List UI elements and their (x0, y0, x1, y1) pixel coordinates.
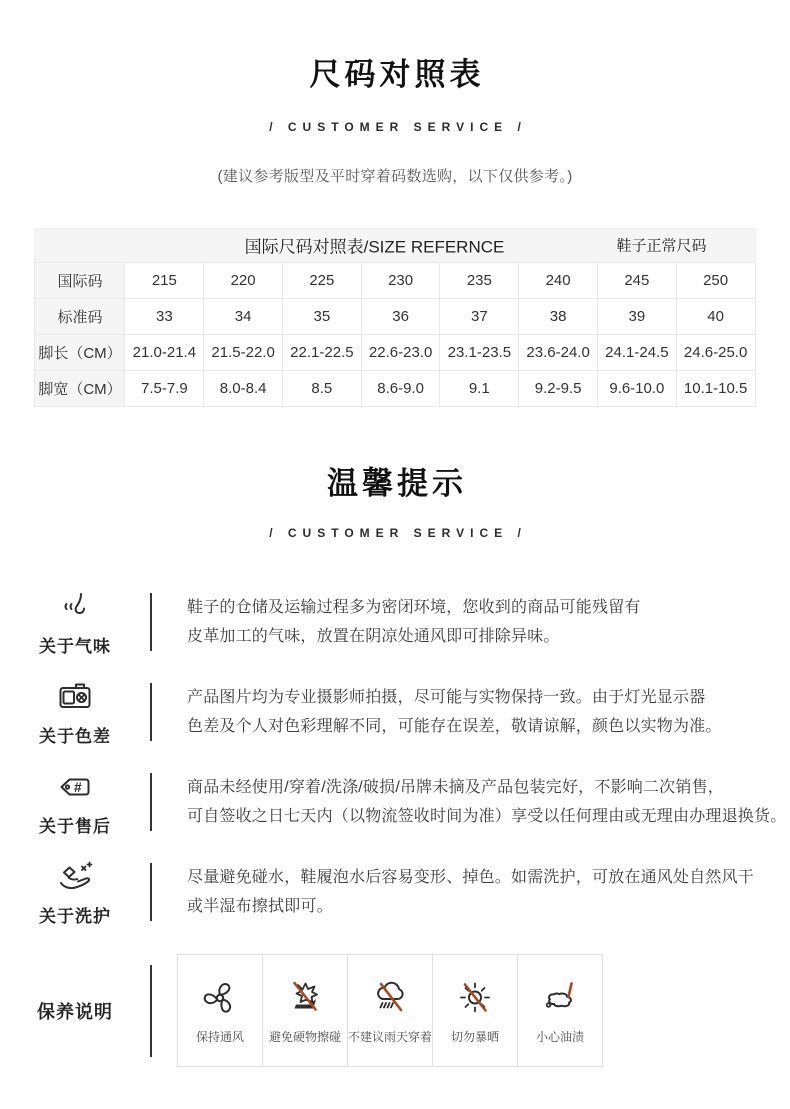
care-items (178, 954, 603, 1067)
care-item-label: 小心油渍 (535, 1029, 584, 1044)
oil-stain-icon (540, 977, 580, 1017)
row-label: 国际码 (35, 262, 125, 298)
divider (150, 683, 152, 741)
care-item-no-hard-objects (262, 954, 348, 1067)
size-table-header-main: 国际尺码对照表/SIZE REFERNCE (244, 237, 505, 257)
care-item-label: 切勿暴晒 (450, 1029, 499, 1044)
tips-section-subtitle: / CUSTOMER SERVICE / (269, 526, 527, 541)
row-label: 脚宽（CM） (35, 370, 125, 406)
size-table-header-cell (35, 228, 755, 262)
table-row-foot-width (35, 370, 755, 406)
table-row-standard-code (35, 298, 755, 334)
table-cell: 36 (361, 298, 440, 334)
table-cell: 35 (282, 298, 361, 334)
table-cell: 230 (361, 262, 440, 298)
size-section-subtitle: / CUSTOMER SERVICE / (269, 119, 527, 134)
table-cell: 8.6-9.0 (361, 370, 440, 406)
care-item-no-rain (347, 954, 433, 1067)
tip-row-aftersale (0, 757, 790, 847)
table-cell: 24.6-25.0 (676, 334, 755, 370)
divider (150, 593, 152, 651)
no-sun-icon (455, 977, 495, 1017)
tip-row-smell (0, 577, 790, 667)
table-cell: 245 (597, 262, 676, 298)
tip-text: 商品未经使用/穿着/洗涤/破损/吊牌未摘及产品包装完好，不影响二次销售， 可自签收之日七天内（以物流签收时间为准）享受以任何理由或无理由办理退换货。 (187, 779, 787, 826)
table-cell: 9.2-9.5 (519, 370, 598, 406)
table-cell: 8.5 (282, 370, 361, 406)
tip-row-wash (0, 847, 790, 937)
tip-text: 尽量避免碰水，鞋履泡水后容易变形、掉色。如需洗护，可放在通风处自然风干 或半湿布擦拭即可。 (187, 869, 755, 916)
table-cell: 21.0-21.4 (125, 334, 204, 370)
divider (150, 965, 152, 1057)
hand-wash-icon (55, 857, 95, 897)
table-cell: 24.1-24.5 (597, 334, 676, 370)
size-section-title: 尺码对照表 (309, 57, 485, 92)
size-table-header-right: 鞋子正常尺码 (616, 237, 707, 255)
table-row-intl-code (35, 262, 755, 298)
nose-smell-icon (55, 587, 95, 627)
divider (150, 863, 152, 921)
svg-text:#: # (74, 779, 82, 796)
care-item-label: 保持通风 (195, 1029, 244, 1044)
table-cell: 39 (597, 298, 676, 334)
table-cell: 9.6-10.0 (597, 370, 676, 406)
care-section (0, 954, 790, 1067)
tip-label: 关于洗护 (39, 907, 111, 927)
tip-text: 产品图片均为专业摄影师拍摄，尽可能与实物保持一致。由于灯光显示器 色差及个人对色彩理解不同，可能存在误差，敬请谅解，颜色以实物为准。 (187, 689, 722, 736)
table-cell: 22.1-22.5 (282, 334, 361, 370)
table-cell: 7.5-7.9 (125, 370, 204, 406)
table-cell: 38 (519, 298, 598, 334)
table-cell: 22.6-23.0 (361, 334, 440, 370)
table-cell: 33 (125, 298, 204, 334)
tip-row-color (0, 667, 790, 757)
tip-label: 关于售后 (39, 817, 111, 837)
table-cell: 40 (676, 298, 755, 334)
table-cell: 220 (204, 262, 283, 298)
table-cell: 8.0-8.4 (204, 370, 283, 406)
table-cell: 34 (204, 298, 283, 334)
price-tag-icon (55, 767, 95, 807)
table-cell: 9.1 (440, 370, 519, 406)
care-item-oil-stain (517, 954, 603, 1067)
table-cell: 23.6-24.0 (519, 334, 598, 370)
size-chart-table (34, 228, 755, 407)
table-cell: 215 (125, 262, 204, 298)
no-rain-icon (370, 977, 410, 1017)
table-cell: 240 (519, 262, 598, 298)
care-item-label: 不建议雨天穿着 (348, 1029, 433, 1044)
tip-text: 鞋子的仓储及运输过程多为密闭环境，您收到的商品可能残留有 皮革加工的气味，放置在阴凉处通风即可排除异味。 (187, 599, 641, 646)
row-label: 标准码 (35, 298, 125, 334)
tip-label: 关于色差 (39, 727, 111, 747)
table-row-foot-length (35, 334, 755, 370)
tip-label: 关于气味 (39, 637, 111, 657)
size-section-note: (建议参考版型及平时穿着码数选购，以下仅供参考。) (217, 167, 573, 185)
table-cell: 235 (440, 262, 519, 298)
care-item-no-sun (432, 954, 518, 1067)
no-hard-object-icon (285, 977, 325, 1017)
table-cell: 250 (676, 262, 755, 298)
table-cell: 21.5-22.0 (204, 334, 283, 370)
tips-section-title: 温馨提示 (327, 465, 467, 501)
row-label: 脚长（CM） (35, 334, 125, 370)
divider (150, 773, 152, 831)
table-cell: 10.1-10.5 (676, 370, 755, 406)
care-item-label: 避免硬物擦碰 (268, 1029, 341, 1044)
camera-icon (55, 677, 95, 717)
table-cell: 23.1-23.5 (440, 334, 519, 370)
table-cell: 37 (440, 298, 519, 334)
table-cell: 225 (282, 262, 361, 298)
tips-list (0, 577, 790, 937)
fan-icon (200, 977, 240, 1017)
size-table-header-row (35, 228, 755, 262)
care-section-label: 保养说明 (37, 1001, 113, 1022)
care-item-ventilation (177, 954, 263, 1067)
